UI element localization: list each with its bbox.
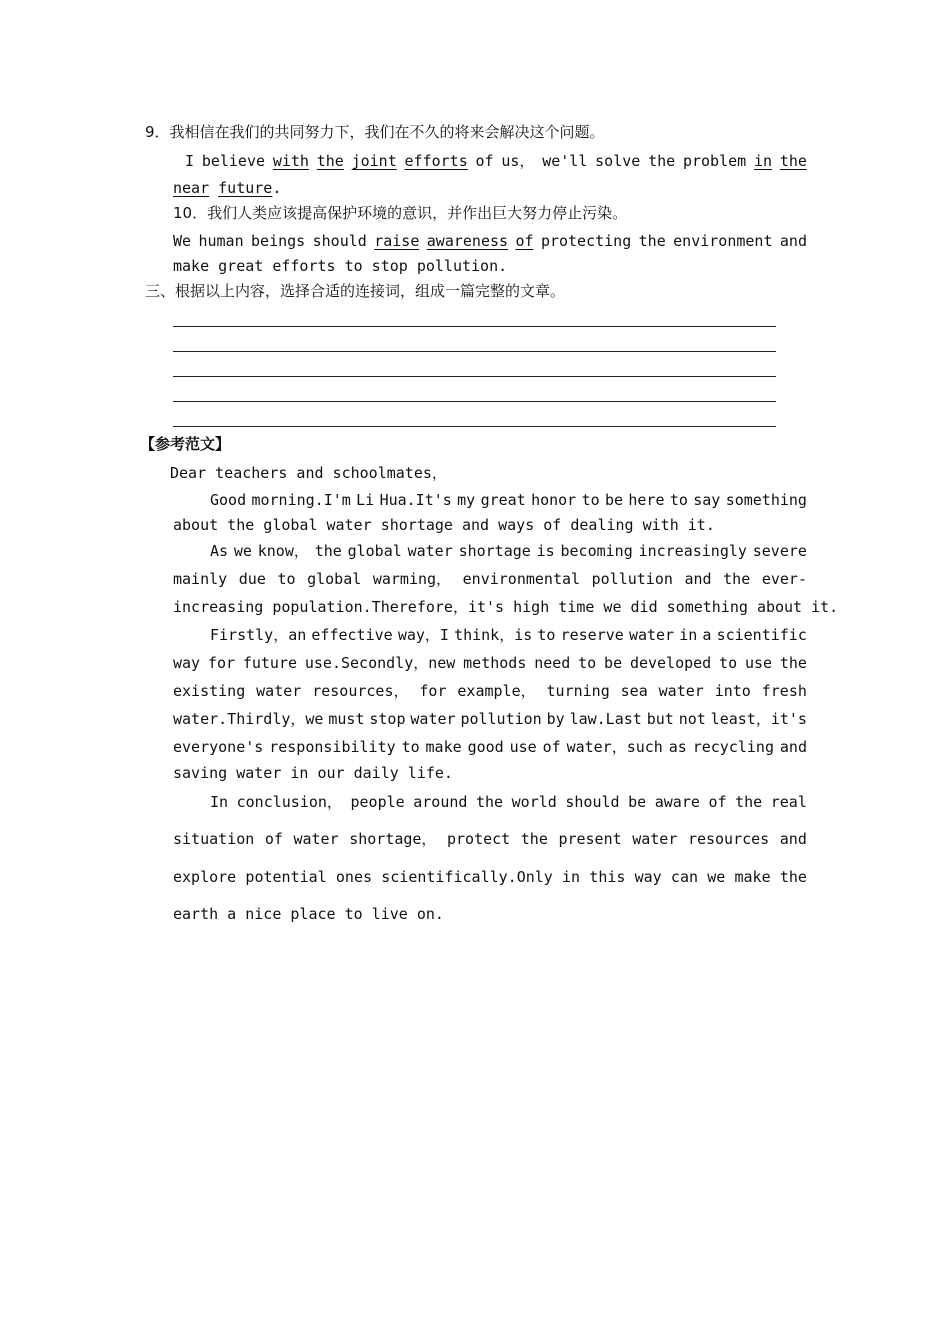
word: severe <box>752 542 807 560</box>
word: effective <box>311 626 393 644</box>
filled-blank: the <box>779 152 807 170</box>
word: make <box>734 868 771 886</box>
word: water <box>632 830 678 848</box>
word: but <box>646 710 674 728</box>
word: water.Thirdly，we <box>173 710 324 728</box>
word: should <box>565 793 620 811</box>
word: least，it's <box>710 710 807 728</box>
word: turning <box>546 682 610 700</box>
writing-line <box>173 326 776 327</box>
sample-p3-line4 <box>173 712 807 727</box>
word: world <box>511 793 557 811</box>
writing-line <box>173 351 776 352</box>
q9-prompt: 9．我相信在我们的共同努力下，我们在不久的将来会解决这个问题。 <box>145 123 605 141</box>
word: Firstly，an <box>210 626 307 644</box>
word: the <box>723 570 751 588</box>
word: present <box>558 830 622 848</box>
word: resources <box>687 830 770 848</box>
filled-blank: with <box>272 152 309 170</box>
sample-p4-line4: earth a nice place to live on. <box>173 905 444 923</box>
word: shortage <box>458 542 531 560</box>
word: great <box>480 491 526 509</box>
word: environmental <box>462 570 581 588</box>
word: way <box>173 654 201 672</box>
word: and <box>779 830 807 848</box>
word: fresh <box>761 682 807 700</box>
word: existing <box>173 682 246 700</box>
word: aware <box>654 793 700 811</box>
word: due <box>238 570 266 588</box>
word: beings <box>251 232 306 250</box>
word: morning.I'm <box>251 491 351 509</box>
word: of <box>475 152 494 170</box>
word: to <box>578 654 597 672</box>
sample-p1-line2: about the global water shortage and ways of dealing with it. <box>173 516 715 534</box>
filled-blank: efforts <box>404 152 468 170</box>
word: way <box>634 868 662 886</box>
word: of <box>708 793 727 811</box>
word: something <box>725 491 807 509</box>
sample-p3-line1 <box>210 628 807 643</box>
word: to <box>401 738 420 756</box>
word: reserve <box>560 626 624 644</box>
sample-p3-line6: saving water in our daily life. <box>173 764 453 782</box>
word: of <box>542 738 561 756</box>
word: water，such <box>566 738 663 756</box>
word: real <box>770 793 807 811</box>
word: the <box>520 830 548 848</box>
word: situation <box>173 830 255 848</box>
word: protect <box>447 830 511 848</box>
word: believe <box>201 152 266 170</box>
word: us， <box>501 152 535 170</box>
word: know， <box>257 542 309 560</box>
section3-heading: 三、根据以上内容，选择合适的连接词，组成一篇完整的文章。 <box>145 282 566 300</box>
writing-line <box>173 401 776 402</box>
word: In <box>210 793 229 811</box>
filled-blank: awareness <box>426 232 509 250</box>
word: becoming <box>560 542 633 560</box>
q9-answer-line1 <box>185 154 807 169</box>
word: for <box>207 654 236 672</box>
period: . <box>272 179 282 197</box>
writing-line <box>173 426 776 427</box>
sample-greeting: Dear teachers and schoolmates， <box>170 464 447 482</box>
sample-heading: 【参考范文】 <box>140 435 231 453</box>
word: be <box>604 654 623 672</box>
word: As <box>210 542 229 560</box>
word: use <box>744 654 773 672</box>
word: say <box>693 491 721 509</box>
word: environment <box>673 232 773 250</box>
word: everyone's <box>173 738 264 756</box>
word: solve <box>595 152 641 170</box>
word: methods <box>463 654 527 672</box>
word: pollution <box>591 570 673 588</box>
sample-p2-line2 <box>173 572 807 587</box>
word: ones <box>335 868 373 886</box>
filled-blank: of <box>515 232 534 250</box>
word: use.Secondly，new <box>304 654 456 672</box>
word: global <box>307 570 362 588</box>
word: water <box>658 682 704 700</box>
word: stop <box>369 710 406 728</box>
word: conclusion， <box>236 793 342 811</box>
sample-p4-line3 <box>173 870 807 885</box>
word: pollution <box>460 710 542 728</box>
word: this <box>589 868 626 886</box>
word: to <box>719 654 738 672</box>
word: should <box>312 232 367 250</box>
q9-answer-line2 <box>173 181 281 196</box>
word: good <box>467 738 504 756</box>
word: the <box>648 152 676 170</box>
word: not <box>678 710 706 728</box>
sample-p2-line1 <box>210 544 807 559</box>
word: we <box>707 868 726 886</box>
word: of <box>264 830 283 848</box>
word: to <box>277 570 296 588</box>
word: and <box>779 738 807 756</box>
word: make <box>425 738 462 756</box>
word: example， <box>457 682 536 700</box>
word: think，is <box>454 626 533 644</box>
sample-p1-line1 <box>210 493 807 508</box>
word: I <box>185 152 195 170</box>
word: warming， <box>372 570 452 588</box>
word: scientifically.Only <box>381 868 553 886</box>
word: future <box>242 654 298 672</box>
word: shortage， <box>349 830 437 848</box>
word: scientific <box>716 626 807 644</box>
word: Good <box>210 491 247 509</box>
word: water <box>628 626 675 644</box>
word: water <box>293 830 339 848</box>
word: sea <box>620 682 648 700</box>
word: the <box>779 654 807 672</box>
word: to <box>669 491 688 509</box>
word: resources， <box>312 682 409 700</box>
word: the <box>638 232 666 250</box>
word: we <box>233 542 252 560</box>
word: here <box>628 491 665 509</box>
word: water <box>256 682 302 700</box>
word: by <box>546 710 565 728</box>
word: can <box>670 868 699 886</box>
q10-answer-line1 <box>173 234 807 249</box>
word: we'll <box>542 152 588 170</box>
word: the <box>735 793 763 811</box>
word: mainly <box>173 570 228 588</box>
filled-blank: future <box>218 179 273 197</box>
word: to <box>581 491 600 509</box>
sample-p3-line2 <box>173 656 807 671</box>
word: increasingly <box>638 542 747 560</box>
word: and <box>684 570 712 588</box>
word: Li <box>356 491 375 509</box>
filled-blank: near <box>173 179 210 197</box>
word: recycling <box>692 738 774 756</box>
filled-blank: raise <box>374 232 420 250</box>
word: responsibility <box>269 738 396 756</box>
word: in <box>679 626 698 644</box>
writing-line <box>173 376 776 377</box>
filled-blank: joint <box>351 152 397 170</box>
word: way，I <box>397 626 449 644</box>
word: the <box>476 793 504 811</box>
word: protecting <box>540 232 632 250</box>
word: ever- <box>761 570 807 588</box>
word: is <box>536 542 555 560</box>
word: We <box>173 232 192 250</box>
word: human <box>198 232 244 250</box>
word: developed <box>629 654 712 672</box>
word: as <box>668 738 687 756</box>
word: a <box>702 626 712 644</box>
sample-p3-line3 <box>173 684 807 699</box>
q10-answer-line2: make great efforts to stop pollution. <box>173 257 508 275</box>
word: Hua.It's <box>379 491 452 509</box>
word: use <box>509 738 537 756</box>
word: problem <box>682 152 747 170</box>
word: must <box>328 710 365 728</box>
word: to <box>537 626 556 644</box>
word: the <box>314 542 342 560</box>
word: law.Last <box>569 710 642 728</box>
word: explore <box>173 868 237 886</box>
word: people <box>350 793 405 811</box>
word: honor <box>531 491 577 509</box>
word: my <box>457 491 476 509</box>
word: need <box>534 654 571 672</box>
word: water <box>407 542 453 560</box>
word: global <box>347 542 402 560</box>
word: into <box>714 682 751 700</box>
word: potential <box>245 868 327 886</box>
word: around <box>413 793 468 811</box>
word: in <box>562 868 581 886</box>
sample-p3-line5 <box>173 740 807 755</box>
word: for <box>419 682 447 700</box>
filled-blank: in <box>753 152 773 170</box>
word: the <box>779 868 807 886</box>
word: be <box>604 491 624 509</box>
sample-p4-line2 <box>173 832 807 847</box>
q10-prompt: 10．我们人类应该提高保护环境的意识，并作出巨大努力停止污染。 <box>173 204 628 222</box>
filled-blank: the <box>316 152 344 170</box>
word: water <box>410 710 456 728</box>
sample-p2-line3: increasing population.Therefore，it's high time we did something about it. <box>173 598 839 616</box>
sample-p4-line1 <box>210 795 807 810</box>
word: and <box>779 232 807 250</box>
word: be <box>628 793 647 811</box>
